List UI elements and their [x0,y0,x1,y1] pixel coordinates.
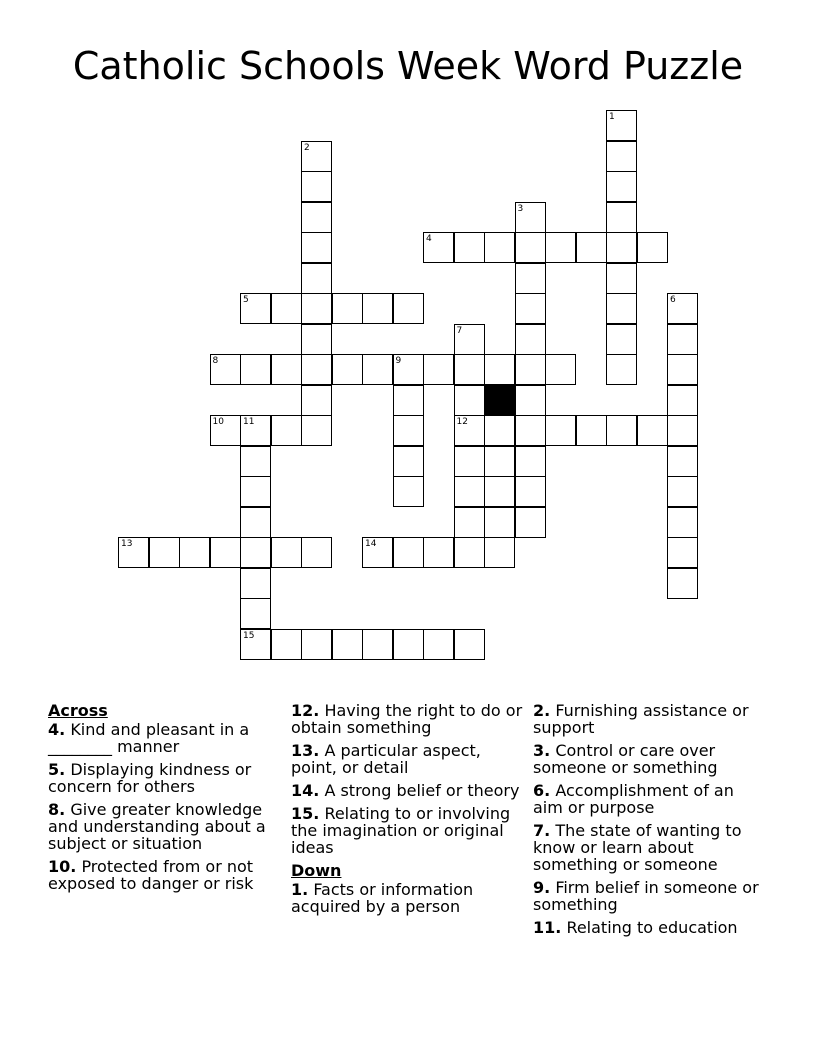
grid-cell[interactable] [606,110,637,141]
grid-cell[interactable] [484,415,515,446]
across-clue [48,761,280,795]
clues-column-2 [291,698,523,921]
grid-cell[interactable] [301,293,332,324]
grid-cell[interactable] [240,446,271,477]
grid-cell[interactable] [423,537,454,568]
grid-cell[interactable] [576,232,607,263]
grid-cell[interactable] [515,232,546,263]
clue-number: 10. [48,857,77,876]
clue-start-number: 4 [426,234,432,244]
grid-cell[interactable] [362,354,393,385]
grid-cell[interactable] [301,629,332,660]
grid-cell[interactable] [393,385,424,416]
grid-cell[interactable] [515,446,546,477]
grid-cell[interactable] [423,629,454,660]
grid-cell[interactable] [393,629,424,660]
down-clue [533,702,765,736]
clue-start-number: 14 [365,539,377,549]
clue-start-number: 6 [670,295,676,305]
grid-cell[interactable] [606,171,637,202]
grid-cell[interactable] [454,354,485,385]
across-clue [291,782,523,799]
grid-cell[interactable] [545,232,576,263]
grid-cell[interactable] [301,415,332,446]
grid-cell[interactable] [637,415,668,446]
across-clue [291,805,523,856]
grid-cell[interactable] [240,537,271,568]
grid-cell[interactable] [332,354,363,385]
grid-cell[interactable] [271,293,302,324]
grid-cell[interactable] [515,354,546,385]
clue-text: Furnishing assistance or support [533,701,749,737]
grid-cell[interactable] [240,507,271,538]
clue-text: The state of wanting to know or learn about something or someone [533,821,742,874]
grid-cell[interactable] [454,415,485,446]
page-title: Catholic Schools Week Word Puzzle [72,44,744,88]
clue-start-number: 3 [517,203,524,214]
across-clue [48,721,280,755]
grid-cell[interactable] [667,537,698,568]
clue-start-number: 1 [609,112,615,122]
grid-cell[interactable] [240,629,271,660]
grid-cell[interactable] [301,385,332,416]
clue-start-number: 11 [243,417,255,427]
grid-cell[interactable] [301,141,332,172]
grid-block [484,385,515,416]
clue-start-number: 9 [395,356,402,366]
grid-cell[interactable] [362,537,393,568]
grid-cell[interactable] [606,415,637,446]
grid-cell[interactable] [545,354,576,385]
grid-cell[interactable] [271,354,302,385]
grid-cell[interactable] [667,476,698,507]
clue-text: Protected from or not exposed to danger or risk [48,857,254,893]
grid-cell[interactable] [423,354,454,385]
clue-start-number: 10 [212,417,224,427]
across-clue [291,742,523,776]
grid-cell[interactable] [393,415,424,446]
grid-cell[interactable] [606,293,637,324]
clue-number: 9. [533,878,551,897]
grid-cell[interactable] [210,537,241,568]
grid-cell[interactable] [271,629,302,660]
grid-cell[interactable] [118,537,149,568]
grid-cell[interactable] [606,202,637,233]
clue-start-number: 8 [212,356,219,366]
grid-cell[interactable] [362,293,393,324]
clue-number: 6. [533,781,551,800]
clues-column-1 [48,698,280,898]
grid-cell[interactable] [484,354,515,385]
clue-number: 8. [48,800,66,819]
clue-text: Facts or information acquired by a person [291,880,474,916]
grid-cell[interactable] [301,232,332,263]
clue-number: 14. [291,781,320,800]
down-clue [533,919,765,936]
grid-cell[interactable] [606,354,637,385]
grid-cell[interactable] [484,232,515,263]
grid-cell[interactable] [545,415,576,446]
across-clue [48,801,280,852]
grid-cell[interactable] [515,263,546,294]
grid-cell[interactable] [423,232,454,263]
grid-cell[interactable] [393,537,424,568]
clue-number: 4. [48,720,66,739]
grid-cell[interactable] [179,537,210,568]
grid-cell[interactable] [393,446,424,477]
grid-cell[interactable] [484,537,515,568]
clue-number: 2. [533,701,551,720]
clue-text: Relating to education [566,918,738,937]
grid-cell[interactable] [454,537,485,568]
grid-cell[interactable] [454,507,485,538]
grid-cell[interactable] [240,354,271,385]
down-clue [533,782,765,816]
grid-cell[interactable] [454,385,485,416]
grid-cell[interactable] [393,354,424,385]
clues-column-3 [533,698,765,942]
grid-cell[interactable] [454,232,485,263]
grid-cell[interactable] [667,415,698,446]
clue-number: 13. [291,741,320,760]
clue-text: Having the right to do or obtain something [291,701,523,737]
grid-cell[interactable] [667,568,698,599]
clue-number: 12. [291,701,320,720]
clue-number: 11. [533,918,562,937]
clue-number: 1. [291,880,309,899]
grid-cell[interactable] [576,415,607,446]
down-heading: Down [291,861,342,880]
clue-start-number: 2 [304,142,310,153]
clue-text: Control or care over someone or something [533,741,718,777]
clue-text: A strong belief or theory [324,781,520,800]
grid-cell[interactable] [240,598,271,629]
grid-cell[interactable] [515,507,546,538]
grid-cell[interactable] [332,293,363,324]
grid-cell[interactable] [667,324,698,355]
down-clue [291,881,523,915]
grid-cell[interactable] [667,446,698,477]
grid-cell[interactable] [454,629,485,660]
down-clue [533,879,765,913]
grid-cell[interactable] [240,476,271,507]
grid-cell[interactable] [637,232,668,263]
grid-cell[interactable] [301,354,332,385]
grid-cell[interactable] [454,324,485,355]
clue-text: Displaying kindness or concern for others [48,760,252,796]
across-heading: Across [48,701,108,720]
clue-text: Kind and pleasant in a ________ manner [48,720,250,756]
grid-cell[interactable] [606,263,637,294]
grid-cell[interactable] [515,476,546,507]
clue-start-number: 12 [456,417,468,427]
clue-text: A particular aspect, point, or detail [291,741,481,777]
clue-text: Give greater knowledge and understanding about a subject or situation [48,800,266,853]
grid-cell[interactable] [301,263,332,294]
grid-cell[interactable] [454,446,485,477]
grid-cell[interactable] [393,476,424,507]
clue-number: 15. [291,804,320,823]
grid-cell[interactable] [271,537,302,568]
grid-cell[interactable] [240,415,271,446]
grid-cell[interactable] [454,476,485,507]
grid-cell[interactable] [515,293,546,324]
clue-number: 3. [533,741,551,760]
clue-text: Accomplishment of an aim or purpose [533,781,734,817]
grid-cell[interactable] [667,385,698,416]
grid-cell[interactable] [301,171,332,202]
down-clue [533,742,765,776]
grid-cell[interactable] [332,629,363,660]
grid-cell[interactable] [362,629,393,660]
grid-cell[interactable] [210,354,241,385]
grid-cell[interactable] [515,202,546,233]
grid-cell[interactable] [606,141,637,172]
grid-cell[interactable] [515,385,546,416]
grid-cell[interactable] [667,507,698,538]
across-clue [48,858,280,892]
clue-start-number: 13 [121,539,133,549]
grid-cell[interactable] [271,415,302,446]
clue-text: Firm belief in someone or something [533,878,759,914]
grid-cell[interactable] [240,293,271,324]
grid-cell[interactable] [667,354,698,385]
clue-text: Relating to or involving the imagination or original ideas [291,804,511,857]
grid-cell[interactable] [515,324,546,355]
grid-cell[interactable] [210,415,241,446]
grid-cell[interactable] [301,202,332,233]
grid-cell[interactable] [667,293,698,324]
clue-number: 5. [48,760,66,779]
across-clue [291,702,523,736]
grid-cell[interactable] [484,507,515,538]
down-clue [533,822,765,873]
grid-cell[interactable] [484,476,515,507]
grid-cell[interactable] [515,415,546,446]
grid-cell[interactable] [606,232,637,263]
grid-cell[interactable] [301,324,332,355]
clue-start-number: 5 [243,295,249,305]
grid-cell[interactable] [301,537,332,568]
clue-start-number: 7 [456,325,463,336]
grid-cell[interactable] [606,324,637,355]
grid-cell[interactable] [149,537,180,568]
grid-cell[interactable] [240,568,271,599]
grid-cell[interactable] [393,293,424,324]
grid-cell[interactable] [484,446,515,477]
clue-start-number: 15 [243,630,255,641]
clue-number: 7. [533,821,551,840]
